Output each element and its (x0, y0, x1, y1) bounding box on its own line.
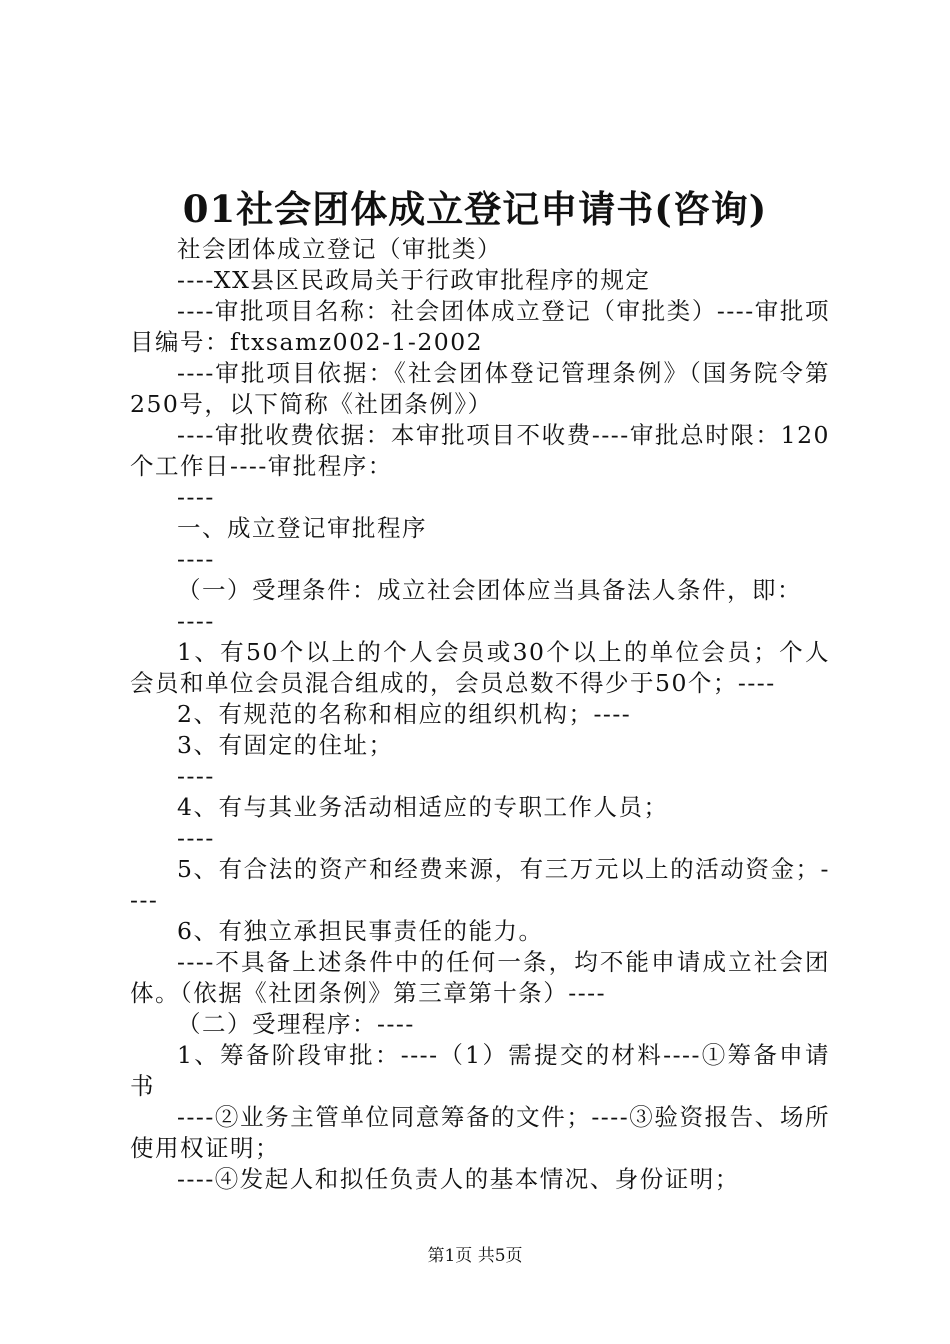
paragraph: ----②业务主管单位同意筹备的文件；----③验资报告、场所使用权证明； (130, 1103, 830, 1162)
paragraph: 3、有固定的住址； (177, 731, 394, 759)
paragraph: ----④发起人和拟任负责人的基本情况、身份证明； (177, 1165, 740, 1193)
paragraph: ----XX县区民政局关于行政审批程序的规定 (177, 266, 651, 294)
page-footer: 第1页 共5页 (427, 1246, 523, 1266)
paragraph: 2、有规范的名称和相应的组织机构；---- (177, 700, 632, 728)
paragraph: ----不具备上述条件中的任何一条，均不能申请成立社会团体。（依据《社团条例》第三章第十条）---- (130, 948, 830, 1007)
document-title: 01社会团体成立登记申请书(咨询) (182, 187, 768, 231)
paragraph: 社会团体成立登记（审批类） (177, 235, 502, 263)
paragraph: （一）受理条件：成立社会团体应当具备法人条件，即： (177, 576, 802, 604)
paragraph: 4、有与其业务活动相适应的专职工作人员； (177, 793, 669, 821)
paragraph: ---- (177, 545, 215, 573)
paragraph: 1、筹备阶段审批：----（1）需提交的材料----①筹备申请书 (130, 1041, 830, 1100)
paragraph: 一、成立登记审批程序 (177, 514, 427, 542)
document-body (130, 234, 830, 1195)
paragraph: ---- (177, 762, 215, 790)
paragraph: 6、有独立承担民事责任的能力。 (177, 917, 544, 945)
paragraph: ---- (177, 607, 215, 635)
paragraph: （二）受理程序：---- (177, 1010, 415, 1038)
paragraph: 1、有50个以上的个人会员或30个以上的单位会员；个人会员和单位会员混合组成的，会员总数不得少于50个；---- (130, 638, 830, 697)
paragraph: 5、有合法的资产和经费来源，有三万元以上的活动资金；---- (130, 855, 830, 914)
paragraph: ----审批项目依据：《社会团体登记管理条例》（国务院令第250号，以下简称《社团条例》） (130, 359, 830, 418)
paragraph: ---- (177, 483, 215, 511)
paragraph: ----审批收费依据：本审批项目不收费----审批总时限：120个工作日----审批程序： (130, 421, 830, 480)
paragraph: ---- (177, 824, 215, 852)
paragraph: ----审批项目名称：社会团体成立登记（审批类）----审批项目编号：ftxsamz002-1-2002 (130, 297, 830, 356)
